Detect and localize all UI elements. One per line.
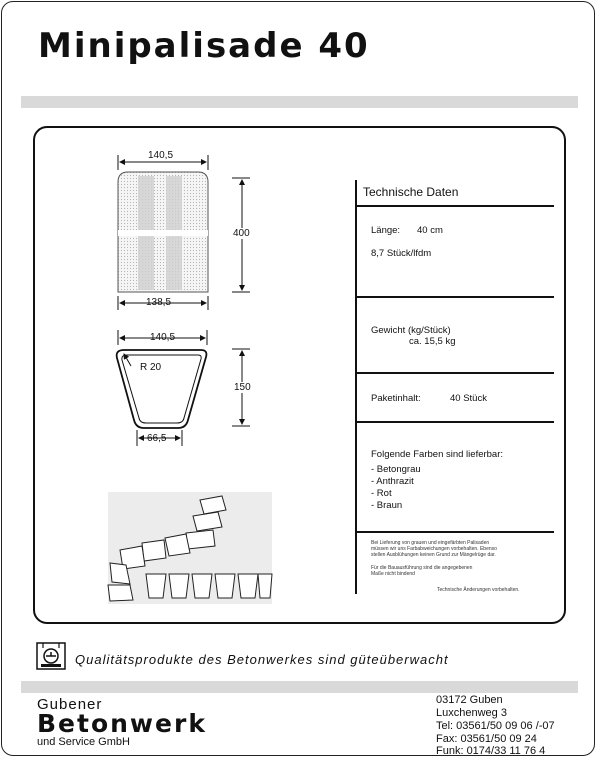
dim-height: 400 (233, 228, 250, 239)
top-band (21, 96, 578, 108)
farben-heading: Folgende Farben sind lieferbar: (371, 449, 504, 460)
dim-section-height: 150 (234, 382, 251, 393)
tech-divider (357, 421, 554, 423)
paket-value: 40 Stück (450, 393, 487, 404)
note-line: Technische Änderungen vorbehalten. (437, 587, 520, 593)
per-meter: 8,7 Stück/lfdm (371, 248, 432, 259)
tech-divider (357, 205, 554, 207)
dim-bottom-width: 138,5 (146, 297, 172, 308)
company-line-3: und Service GmbH (37, 736, 130, 748)
farbe-item: - Rot (371, 488, 392, 499)
laenge-label: Länge: (371, 225, 401, 236)
dim-section-bottom-width: 66,5 (147, 433, 167, 444)
address-city: 03172 Guben (436, 694, 503, 706)
tech-divider (357, 372, 554, 374)
company-name: Betonwerk (37, 709, 207, 738)
dim-top-width: 140,5 (148, 150, 174, 161)
laenge-value: 40 cm (417, 225, 443, 236)
address-tel: Tel: 03561/50 09 06 /-07 (436, 720, 555, 732)
address-fax: Fax: 03561/50 09 24 (436, 733, 537, 745)
bottom-band (21, 681, 578, 693)
address-funk: Funk: 0174/33 11 76 4 (436, 745, 546, 757)
note-line: Maße nicht bindend (371, 571, 415, 577)
dim-radius: R 20 (140, 362, 162, 373)
company-line-1: Gubener (37, 696, 103, 713)
note-line: Bei Lieferung von grauen und eingefärbten Palisaden (371, 540, 490, 546)
gewicht-value: ca. 15,5 kg (409, 336, 456, 347)
quality-seal-icon (36, 642, 66, 670)
paket-label: Paketinhalt: (371, 393, 421, 404)
address-street: Luxchenweg 3 (436, 707, 507, 719)
tech-heading: Technische Daten (363, 185, 459, 199)
farbe-item: - Braun (371, 500, 403, 511)
quality-statement: Qualitätsprodukte des Betonwerkes sind güteüberwacht (75, 652, 449, 667)
dim-section-top-width: 140,5 (150, 332, 176, 343)
note-line: müssen wir uns Farbabweichungen vorbehalten. Ebenso (371, 546, 497, 552)
farbe-item: - Anthrazit (371, 476, 414, 487)
gewicht-label: Gewicht (kg/Stück) (371, 325, 451, 336)
note-line: stellen Ausblühungen keinen Grund zur Mängelrüge dar. (371, 552, 496, 558)
page-title: Minipalisade 40 (38, 26, 370, 66)
farbe-item: - Betongrau (371, 464, 421, 475)
tech-data-table (355, 180, 554, 594)
tech-divider (357, 296, 554, 298)
note-line: Für die Bauausführung sind die angegebenen (371, 565, 473, 571)
tech-divider (357, 531, 554, 533)
